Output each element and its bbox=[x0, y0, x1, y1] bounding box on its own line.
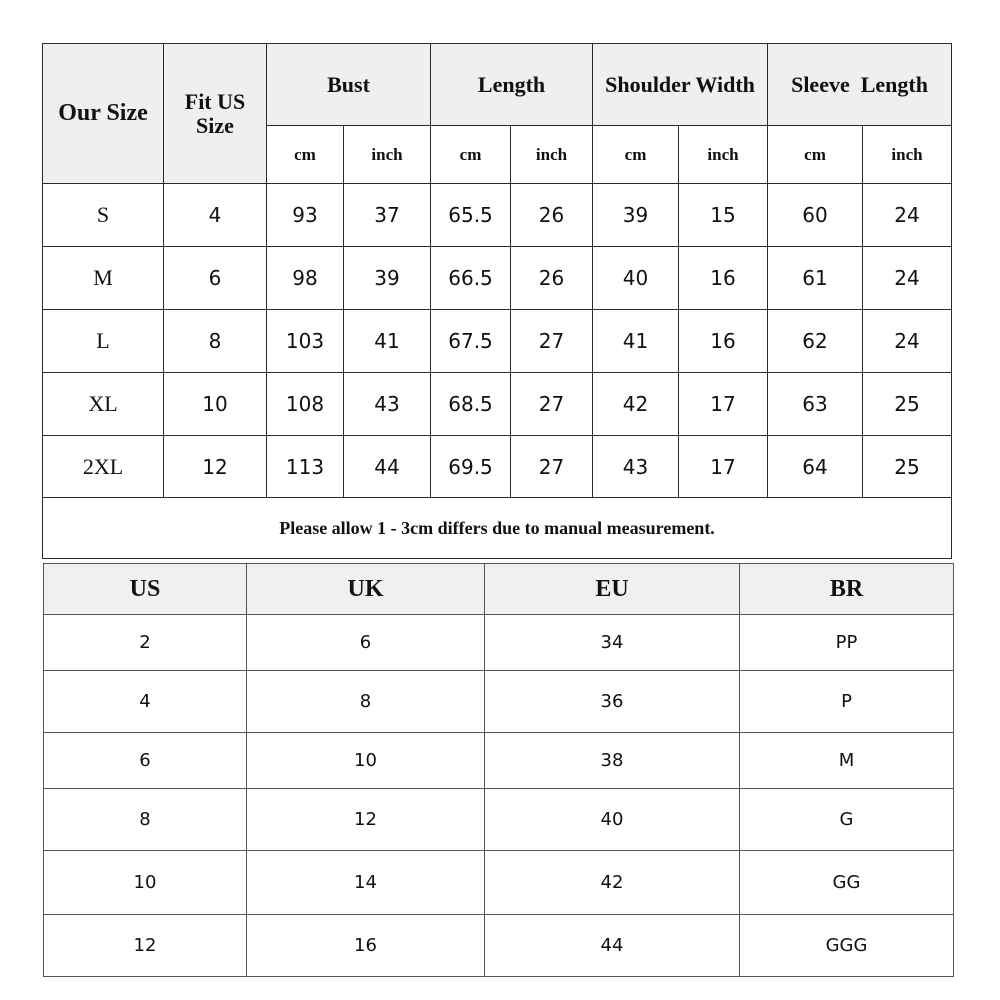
header-eu: EU bbox=[485, 564, 740, 615]
cell-br: M bbox=[740, 733, 954, 789]
cell-uk: 12 bbox=[247, 789, 485, 851]
cell-length-cm: 69.5 bbox=[431, 436, 511, 498]
table-row bbox=[44, 851, 954, 915]
subheader-shoulder-inch: inch bbox=[679, 126, 768, 184]
cell-sleeve-cm: 62 bbox=[768, 310, 863, 373]
cell-sleeve-inch: 25 bbox=[863, 436, 952, 498]
cell-eu: 34 bbox=[485, 615, 740, 671]
cell-us: 10 bbox=[164, 373, 267, 436]
measurement-note: Please allow 1 - 3cm differs due to manual measurement. bbox=[43, 498, 952, 559]
cell-bust-cm: 93 bbox=[267, 184, 344, 247]
table-row bbox=[44, 789, 954, 851]
cell-uk: 16 bbox=[247, 915, 485, 977]
table-row bbox=[43, 247, 952, 310]
cell-uk: 14 bbox=[247, 851, 485, 915]
cell-bust-inch: 39 bbox=[344, 247, 431, 310]
cell-us: 8 bbox=[164, 310, 267, 373]
cell-length-inch: 26 bbox=[511, 247, 593, 310]
table-row bbox=[43, 373, 952, 436]
subheader-length-inch: inch bbox=[511, 126, 593, 184]
header-br: BR bbox=[740, 564, 954, 615]
cell-us: 12 bbox=[164, 436, 267, 498]
table-row bbox=[43, 184, 952, 247]
cell-size: 2XL bbox=[43, 436, 164, 498]
cell-shoulder-cm: 40 bbox=[593, 247, 679, 310]
cell-bust-inch: 37 bbox=[344, 184, 431, 247]
header-our-size: Our Size bbox=[43, 44, 164, 184]
cell-length-inch: 27 bbox=[511, 436, 593, 498]
cell-sleeve-inch: 25 bbox=[863, 373, 952, 436]
cell-length-cm: 65.5 bbox=[431, 184, 511, 247]
table-row bbox=[44, 733, 954, 789]
cell-uk: 10 bbox=[247, 733, 485, 789]
cell-sleeve-cm: 60 bbox=[768, 184, 863, 247]
cell-eu: 36 bbox=[485, 671, 740, 733]
table-row bbox=[43, 436, 952, 498]
subheader-sleeve-cm: cm bbox=[768, 126, 863, 184]
cell-sleeve-cm: 63 bbox=[768, 373, 863, 436]
cell-us: 8 bbox=[44, 789, 247, 851]
cell-sleeve-cm: 64 bbox=[768, 436, 863, 498]
cell-us: 4 bbox=[164, 184, 267, 247]
size-chart-table bbox=[42, 43, 952, 559]
cell-br: G bbox=[740, 789, 954, 851]
header-us: US bbox=[44, 564, 247, 615]
cell-eu: 38 bbox=[485, 733, 740, 789]
cell-us: 6 bbox=[44, 733, 247, 789]
header-bust: Bust bbox=[267, 44, 431, 126]
header-fit-us-size bbox=[164, 44, 267, 184]
cell-shoulder-cm: 39 bbox=[593, 184, 679, 247]
cell-sleeve-cm: 61 bbox=[768, 247, 863, 310]
cell-br: GGG bbox=[740, 915, 954, 977]
cell-length-cm: 67.5 bbox=[431, 310, 511, 373]
cell-bust-cm: 103 bbox=[267, 310, 344, 373]
cell-us: 12 bbox=[44, 915, 247, 977]
header-uk: UK bbox=[247, 564, 485, 615]
subheader-bust-cm: cm bbox=[267, 126, 344, 184]
table-row bbox=[44, 915, 954, 977]
cell-bust-cm: 98 bbox=[267, 247, 344, 310]
cell-size: S bbox=[43, 184, 164, 247]
cell-length-inch: 27 bbox=[511, 310, 593, 373]
cell-shoulder-cm: 43 bbox=[593, 436, 679, 498]
cell-size: M bbox=[43, 247, 164, 310]
header-fit-us-line1: Fit US bbox=[184, 88, 246, 114]
cell-sleeve-inch: 24 bbox=[863, 184, 952, 247]
cell-br: PP bbox=[740, 615, 954, 671]
header-shoulder-width: Shoulder Width bbox=[593, 44, 768, 126]
cell-eu: 44 bbox=[485, 915, 740, 977]
cell-shoulder-cm: 41 bbox=[593, 310, 679, 373]
cell-length-inch: 27 bbox=[511, 373, 593, 436]
cell-bust-cm: 113 bbox=[267, 436, 344, 498]
subheader-length-cm: cm bbox=[431, 126, 511, 184]
header-sleeve-length: Sleeve Length bbox=[768, 44, 952, 126]
cell-sleeve-inch: 24 bbox=[863, 310, 952, 373]
cell-bust-inch: 43 bbox=[344, 373, 431, 436]
cell-length-inch: 26 bbox=[511, 184, 593, 247]
cell-shoulder-inch: 17 bbox=[679, 436, 768, 498]
cell-uk: 8 bbox=[247, 671, 485, 733]
cell-us: 10 bbox=[44, 851, 247, 915]
cell-eu: 40 bbox=[485, 789, 740, 851]
cell-shoulder-inch: 17 bbox=[679, 373, 768, 436]
header-length: Length bbox=[431, 44, 593, 126]
cell-size: XL bbox=[43, 373, 164, 436]
table-row bbox=[44, 671, 954, 733]
cell-br: P bbox=[740, 671, 954, 733]
cell-uk: 6 bbox=[247, 615, 485, 671]
subheader-bust-inch: inch bbox=[344, 126, 431, 184]
header-fit-us-line2: Size bbox=[196, 112, 234, 138]
cell-size: L bbox=[43, 310, 164, 373]
subheader-shoulder-cm: cm bbox=[593, 126, 679, 184]
cell-shoulder-inch: 16 bbox=[679, 247, 768, 310]
cell-length-cm: 68.5 bbox=[431, 373, 511, 436]
cell-shoulder-inch: 16 bbox=[679, 310, 768, 373]
cell-bust-cm: 108 bbox=[267, 373, 344, 436]
cell-us: 6 bbox=[164, 247, 267, 310]
cell-length-cm: 66.5 bbox=[431, 247, 511, 310]
cell-eu: 42 bbox=[485, 851, 740, 915]
cell-sleeve-inch: 24 bbox=[863, 247, 952, 310]
cell-bust-inch: 44 bbox=[344, 436, 431, 498]
cell-shoulder-inch: 15 bbox=[679, 184, 768, 247]
table-row bbox=[43, 310, 952, 373]
subheader-sleeve-inch: inch bbox=[863, 126, 952, 184]
cell-us: 4 bbox=[44, 671, 247, 733]
table-row bbox=[44, 615, 954, 671]
cell-us: 2 bbox=[44, 615, 247, 671]
size-conversion-table bbox=[43, 563, 954, 977]
cell-shoulder-cm: 42 bbox=[593, 373, 679, 436]
cell-br: GG bbox=[740, 851, 954, 915]
cell-bust-inch: 41 bbox=[344, 310, 431, 373]
